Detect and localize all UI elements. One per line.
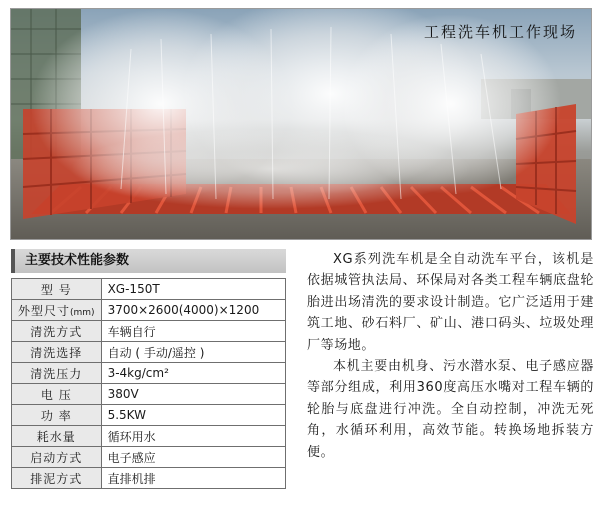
spec-value: 直排机排 [101,468,285,489]
description-paragraph: 本机主要由机身、污水潜水泵、电子感应器等部分组成，利用360度高压水嘴对工程车辆的轮胎与底盘进行冲洗。全自动控制，冲洗无死角，水循环利用，高效节能。转换场地拆装方便。 [307,359,594,460]
spec-value: XG-150T [101,279,285,300]
table-row [12,279,286,300]
table-row [12,300,286,321]
table-row [12,468,286,489]
spec-table-title: 主要技术性能参数 [11,249,286,273]
table-row [12,426,286,447]
spec-value: 电子感应 [101,447,285,468]
spec-value: 5.5KW [101,405,285,426]
table-row [12,384,286,405]
car-wash-illustration [11,9,592,240]
description-paragraph: XG系列洗车机是全自动洗车平台，该机是依据城管执法局、环保局对各类工程车辆底盘轮胎进出场清洗的要求设计制造。它广泛适用于建筑工地、砂石料厂、矿山、港口码头、垃圾处理厂等场地。 [307,252,594,353]
table-row [12,321,286,342]
spec-key: 功 率 [12,405,102,426]
spec-key: 耗水量 [12,426,102,447]
spec-value: 3700×2600(4000)×1200 [101,300,285,321]
spec-key: 清洗压力 [12,363,102,384]
spec-value: 380V [101,384,285,405]
photo-caption: 工程洗车机工作现场 [423,23,577,41]
spec-key: 清洗方式 [12,321,102,342]
spec-value: 3-4kg/cm² [101,363,285,384]
spec-key: 电 压 [12,384,102,405]
spec-value: 循环用水 [101,426,285,447]
table-row [12,342,286,363]
table-row [12,405,286,426]
table-row [12,447,286,468]
spec-key: 外型尺寸(mm) [12,300,102,321]
spec-value: 车辆自行 [101,321,285,342]
spec-value: 自动 ( 手动/遥控 ) [101,342,285,363]
product-description [307,249,594,463]
spec-key: 排泥方式 [12,468,102,489]
table-row [12,363,286,384]
spec-table [11,278,286,489]
spec-key: 型 号 [12,279,102,300]
spec-key: 启动方式 [12,447,102,468]
spec-key: 清洗选择 [12,342,102,363]
site-photo [10,8,592,240]
